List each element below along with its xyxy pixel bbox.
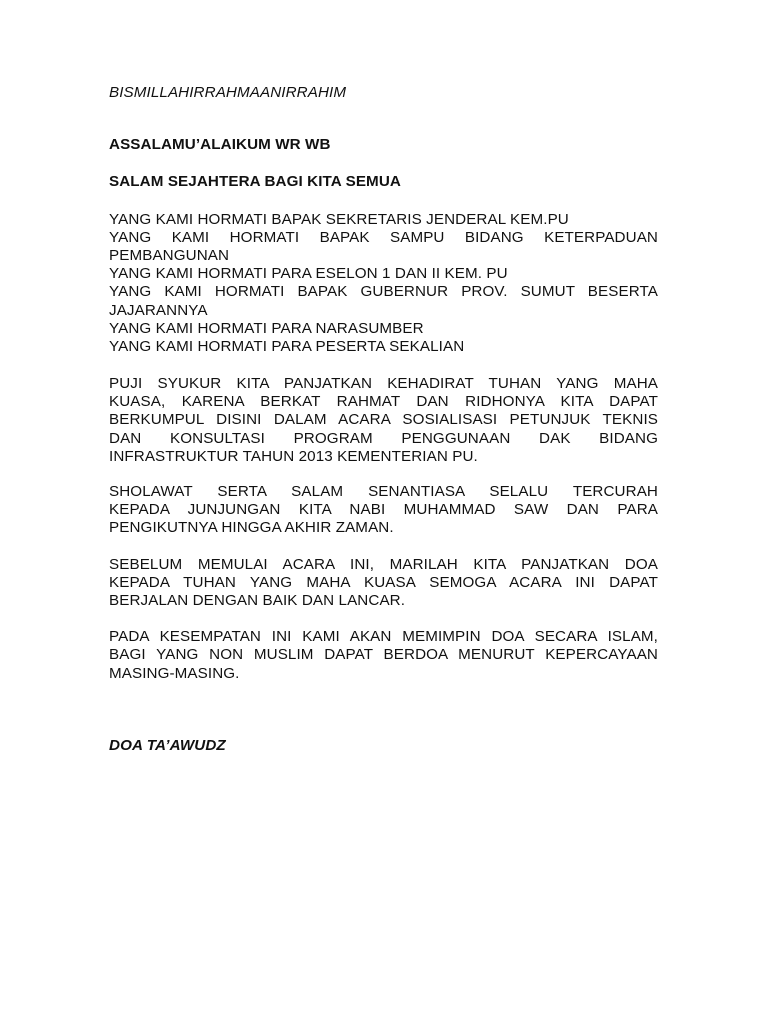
honor-line: YANG KAMI HORMATI BAPAK SEKRETARIS JENDERAL KEM.PU xyxy=(109,210,569,228)
honor-item xyxy=(109,229,658,265)
greeting-salam-sejahtera: SALAM SEJAHTERA BAGI KITA SEMUA xyxy=(109,173,401,191)
document-page xyxy=(109,84,658,755)
paragraph-line: PENGIKUTNYA HINGGA AKHIR ZAMAN. xyxy=(109,519,394,537)
closing-heading-doa: DOA TA’AWUDZ xyxy=(109,736,226,754)
honor-line: YANG KAMI HORMATI BAPAK SAMPU BIDANG KETERPADUAN xyxy=(109,228,658,246)
paragraph-line: INFRASTRUKTUR TAHUN 2013 KEMENTERIAN PU. xyxy=(109,447,478,465)
honor-item xyxy=(109,211,658,229)
honor-line: JAJARANNYA xyxy=(109,301,208,319)
paragraph-line: BAGI YANG NON MUSLIM DAPAT BERDOA MENURUT KEPERCAYAAN xyxy=(109,646,658,664)
honor-line: YANG KAMI HORMATI BAPAK GUBERNUR PROV. SUMUT BESERTA xyxy=(109,283,658,301)
paragraph-line: KEPADA JUNJUNGAN KITA NABI MUHAMMAD SAW DAN PARA xyxy=(109,501,658,519)
honor-line: YANG KAMI HORMATI PARA ESELON 1 DAN II KEM. PU xyxy=(109,265,508,283)
paragraph-line: PUJI SYUKUR KITA PANJATKAN KEHADIRAT TUHAN YANG MAHA xyxy=(109,375,658,393)
honor-item xyxy=(109,338,658,356)
paragraph-line: KEPADA TUHAN YANG MAHA KUASA SEMOGA ACARA INI DAPAT xyxy=(109,573,658,591)
honor-item xyxy=(109,283,658,319)
paragraph-line: DAN KONSULTASI PROGRAM PENGGUNAAN DAK BIDANG xyxy=(109,429,658,447)
honor-item xyxy=(109,320,658,338)
greeting-assalamualaikum: ASSALAMU’ALAIKUM WR WB xyxy=(109,136,331,154)
paragraph-sebelum-memulai xyxy=(109,556,658,611)
honor-item xyxy=(109,265,658,283)
honor-line: YANG KAMI HORMATI PARA NARASUMBER xyxy=(109,319,424,337)
honors-list xyxy=(109,211,658,357)
opening-invocation: BISMILLAHIRRAHMAANIRRAHIM xyxy=(109,84,347,101)
paragraph-puji-syukur xyxy=(109,375,658,466)
paragraph-line: PADA KESEMPATAN INI KAMI AKAN MEMIMPIN DOA SECARA ISLAM, xyxy=(109,628,658,646)
paragraph-line: BERKUMPUL DISINI DALAM ACARA SOSIALISASI PETUNJUK TEKNIS xyxy=(109,411,658,429)
paragraph-line: BERJALAN DENGAN BAIK DAN LANCAR. xyxy=(109,591,406,609)
honor-line: PEMBANGUNAN xyxy=(109,246,230,264)
paragraph-line: SHOLAWAT SERTA SALAM SENANTIASA SELALU TERCURAH xyxy=(109,483,658,501)
honor-line: YANG KAMI HORMATI PARA PESERTA SEKALIAN xyxy=(109,337,465,355)
paragraph-pada-kesempatan xyxy=(109,628,658,683)
paragraph-line: MASING-MASING. xyxy=(109,664,240,682)
paragraph-line: KUASA, KARENA BERKAT RAHMAT DAN RIDHONYA KITA DAPAT xyxy=(109,393,658,411)
paragraph-line: SEBELUM MEMULAI ACARA INI, MARILAH KITA PANJATKAN DOA xyxy=(109,555,658,573)
paragraph-sholawat xyxy=(109,483,658,538)
